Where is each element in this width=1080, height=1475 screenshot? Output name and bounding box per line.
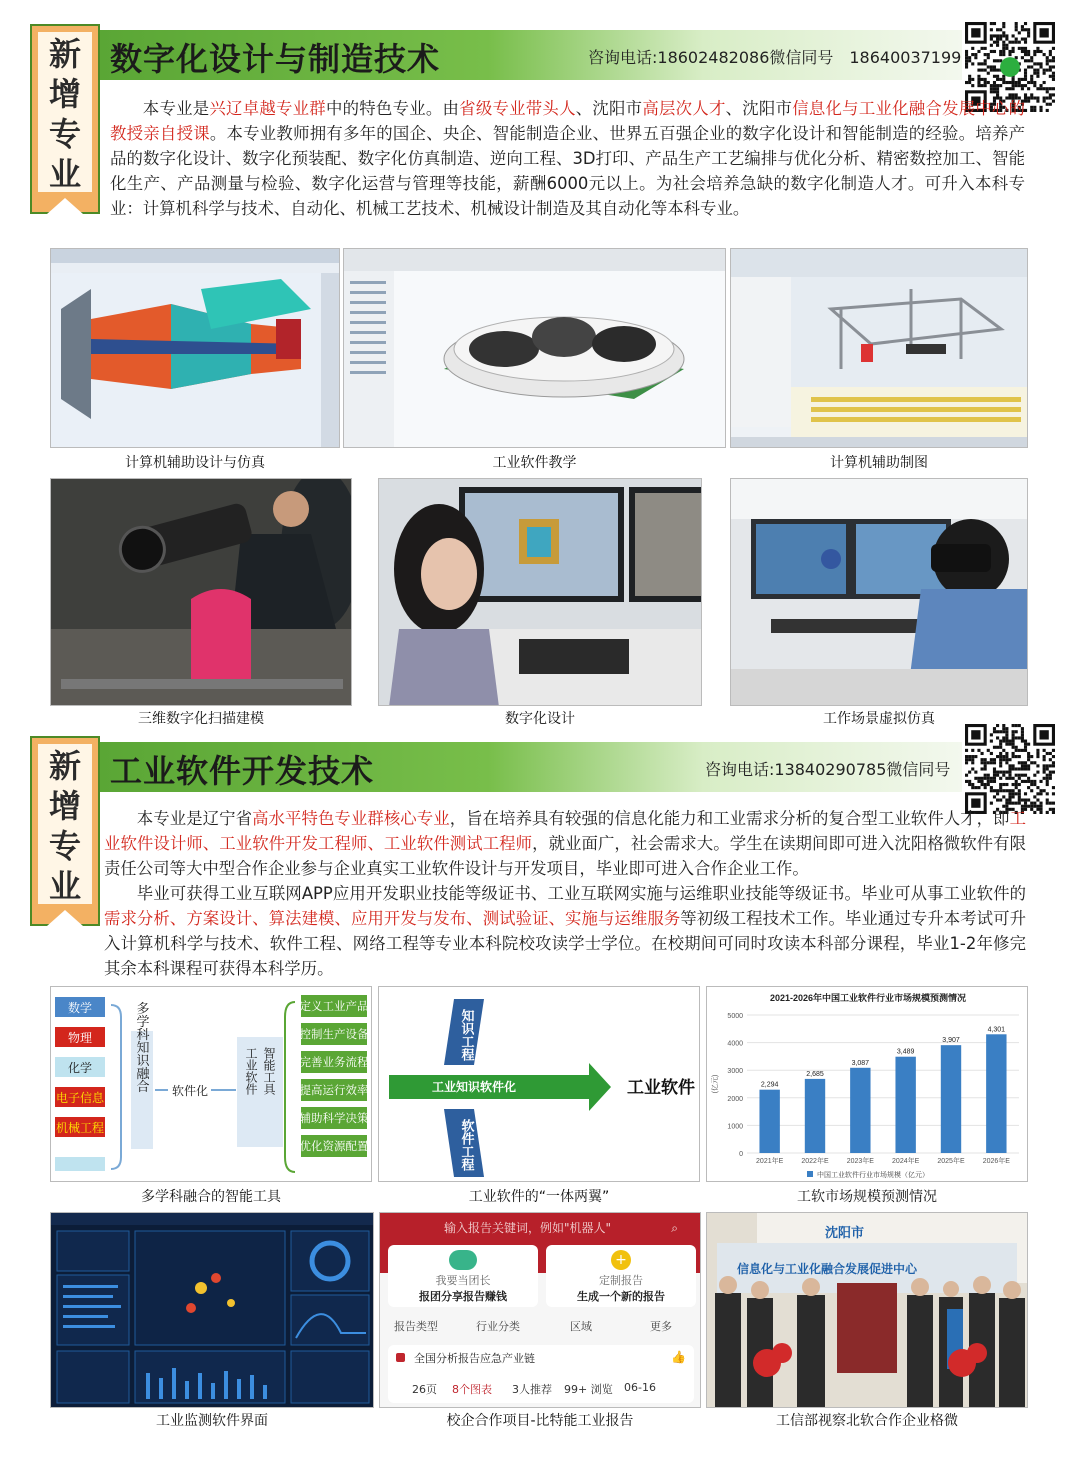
report-list-item[interactable] — [388, 1345, 694, 1403]
photo-caption: 工软市场规模预测情况 — [797, 1189, 937, 1205]
new-major-tag-text: 新 增 专 业 — [48, 747, 81, 905]
center-banner: 信息化与工业化融合发展促进中心 — [737, 1262, 918, 1276]
x-tick-label: 2024年E — [892, 1158, 920, 1165]
photo-caption: 计算机辅助制图 — [830, 455, 928, 471]
report-pages: 26页 — [412, 1383, 437, 1396]
cad-simulation-screenshot — [50, 248, 340, 448]
cad-drawing-screenshot — [730, 248, 1028, 448]
body-text: 毕业可获得工业互联网APP应用开发职业技能等级证书、工业互联网实施与运维职业技能等级证书。毕业可从事工业软件的 — [136, 884, 1026, 903]
x-tick-label: 2022年E — [801, 1158, 829, 1165]
group-icon — [449, 1250, 477, 1270]
consult-phone: 咨询电话:13840290785微信同号 — [705, 760, 951, 779]
section2-description-2 — [104, 881, 1026, 981]
highlight-text: 高水平特色专业群核心专业 — [252, 809, 450, 828]
bar — [805, 1079, 825, 1153]
bar — [895, 1057, 915, 1153]
lock-icon — [396, 1353, 405, 1362]
highlight-text: 工业软件设计师、工业软件开发工程师、工业软件测试工程师 — [104, 809, 1027, 853]
subject-label: 电子信息 — [55, 1091, 105, 1105]
chart-title: 2021-2026年中国工业软件行业市场规模预测情况 — [769, 993, 967, 1003]
legend-label: 中国工业软件行业市场规模（亿元） — [817, 1172, 929, 1179]
body-text: 中的特色专业。由 — [325, 99, 460, 118]
plus-icon: + — [611, 1250, 631, 1270]
filter-row — [380, 1313, 701, 1337]
wechat-qr-code-2[interactable] — [965, 724, 1055, 814]
y-tick-label: 4000 — [727, 1040, 743, 1048]
report-title: 全国分析报告应急产业链 — [414, 1352, 535, 1365]
report-charts: 8个图表 — [452, 1383, 492, 1396]
x-tick-label: 2023年E — [846, 1158, 874, 1165]
custom-card-bottom: 生成一个新的报告 — [577, 1290, 665, 1303]
market-forecast-chart — [706, 986, 1028, 1182]
section-title: 工业软件开发技术 — [110, 752, 375, 790]
monitoring-software-screenshot — [50, 1212, 374, 1408]
outcome-label: 提高运行效率 — [299, 1085, 369, 1097]
knowledge-engineering-label: 知识工程 — [459, 1009, 475, 1061]
filter-type[interactable]: 报告类型 — [394, 1320, 438, 1333]
outcome-label: 控制生产设备 — [299, 1029, 369, 1041]
highlight-text: 高层次人才 — [642, 99, 726, 118]
body-text: ，就业面广，社会需求大。学生在读期间即可进入沈阳格微软件有限责任公司等大中型合作企业参与企业真实工业软件设计与开发项目，毕业即可进入合作企业工作。 — [104, 834, 1027, 878]
y-tick-label: 2000 — [727, 1095, 743, 1103]
outcome-label: 优化资源配置 — [299, 1141, 369, 1153]
outcome-label: 完善业务流程 — [299, 1057, 369, 1069]
bar-value-label: 2,685 — [806, 1070, 824, 1078]
multidisciplinary-diagram — [50, 986, 372, 1182]
section-header-1 — [100, 30, 962, 80]
report-views: 99+ 浏览 — [564, 1383, 613, 1396]
softwareize-label: 软件化 — [171, 1084, 209, 1098]
virtual-simulation-photo — [730, 478, 1028, 706]
highlight-text: 兴辽卓越专业群 — [209, 99, 326, 118]
y-tick-label: 1000 — [727, 1123, 743, 1131]
software-teaching-screenshot — [343, 248, 726, 448]
y-axis-label: (亿元) — [712, 1074, 719, 1094]
search-placeholder: 输入报告关键词，例如"机器人" — [444, 1221, 612, 1235]
new-major-tag-text: 新 增 专 业 — [48, 35, 81, 193]
group-card-bottom: 报团分享报告赚钱 — [419, 1290, 507, 1303]
bar-value-label: 3,087 — [851, 1059, 870, 1067]
highlight-text: 需求分析、方案设计、算法建模、应用开发与发布、测试验证、实施与运维服务 — [104, 909, 681, 928]
photo-caption: 校企合作项目-比特能工业报告 — [446, 1413, 634, 1429]
photo-caption: 多学科融合的智能工具 — [141, 1189, 281, 1205]
section2-description-1 — [104, 806, 1026, 881]
photo-caption: 三维数字化扫描建模 — [138, 711, 264, 727]
consult-phone: 咨询电话:18602482086微信同号 18640037199 — [588, 48, 962, 67]
filter-region[interactable]: 区域 — [570, 1320, 592, 1333]
report-app-screenshot — [379, 1212, 701, 1408]
bar-value-label: 3,489 — [896, 1048, 915, 1056]
body-text: 。本专业教师拥有多年的国企、央企、智能制造企业、世界五百强企业的数字化设计和智能制造的经验。培养产品的数字化设计、数字化预装配、数字化仿真制造、逆向工程、3D打印、产品生产工艺编排与优化分析、精密数控加工、智能化生产、产品测量与检验、数字化运营与管理等技能，薪酬6000元以上。为社会培养急缺的数字化制造人才。可升入本科专业：计算机科学与技术、自动化、机械工艺技术、机械设计制造及其自动化等本科专业。 — [110, 124, 1026, 218]
bar-value-label: 4,301 — [987, 1026, 1006, 1034]
body-text: 、沈阳市 — [725, 99, 793, 118]
search-icon: ⌕ — [671, 1221, 678, 1235]
software-engineering-label: 软件工程 — [459, 1119, 475, 1171]
bar-value-label: 2,294 — [760, 1081, 779, 1089]
group-share-card[interactable] — [388, 1245, 538, 1307]
y-tick-label: 3000 — [727, 1068, 743, 1076]
search-input[interactable] — [424, 1216, 692, 1240]
report-date: 06-16 — [624, 1381, 656, 1394]
photo-caption: 计算机辅助设计与仿真 — [125, 455, 265, 471]
bar — [850, 1068, 870, 1153]
industrial-software-label: 工业软件 — [627, 1078, 695, 1097]
y-tick-label: 5000 — [727, 1013, 743, 1020]
new-major-tag-1 — [30, 24, 100, 214]
bar — [986, 1034, 1006, 1153]
outcome-label: 辅助科学决策 — [299, 1113, 369, 1125]
body-text: 等初级工程技术工作。毕业通过专升本考试可升入计算机科学与技术、软件工程、网络工程等专业本科院校攻读学士学位。在校期间可同时攻读本科部分课程，毕业1-2年修完其余本科课程可获得本科学历。 — [104, 909, 1026, 978]
photo-caption: 工业软件教学 — [492, 455, 577, 471]
digital-design-photo — [378, 478, 702, 706]
subject-label: 化学 — [67, 1061, 93, 1075]
photo-caption: 工信部视察北软合作企业格微 — [776, 1413, 958, 1429]
highlight-text: 信息化与工业化融合发展中心的教授亲自授课 — [110, 99, 1026, 143]
city-sign: 沈阳市 — [825, 1225, 865, 1240]
group-card-top: 我要当团长 — [435, 1274, 491, 1287]
subject-label: 机械工程 — [55, 1121, 105, 1135]
body-text: ，旨在培养具有较强的信息化能力和工业需求分析的复合型工业软件人才，即 — [449, 809, 1010, 828]
3d-scanning-photo — [50, 478, 352, 706]
x-tick-label: 2026年E — [982, 1158, 1010, 1165]
subject-label: 物理 — [67, 1031, 93, 1045]
tool2-label: 智能工具 — [262, 1047, 276, 1095]
fusion-label: 多学科知识融合 — [134, 1001, 150, 1093]
subject-label: 数学 — [67, 1001, 93, 1015]
photo-caption: 工业监测软件界面 — [156, 1413, 268, 1429]
body-text: 、沈阳市 — [575, 99, 643, 118]
one-body-two-wings-diagram — [378, 986, 700, 1182]
section-title: 数字化设计与制造技术 — [110, 40, 441, 78]
outcome-label: 定义工业产品 — [299, 1001, 369, 1013]
ministry-visit-photo — [706, 1212, 1028, 1408]
highlight-text: 省级专业带头人 — [459, 99, 576, 118]
legend-swatch — [807, 1171, 813, 1177]
custom-card-top: 定制报告 — [599, 1274, 643, 1287]
section-header-2 — [100, 742, 962, 792]
bar — [759, 1090, 779, 1153]
custom-report-card[interactable] — [546, 1245, 696, 1307]
filter-more[interactable]: 更多 — [650, 1320, 672, 1333]
tool-label: 工业软件 — [244, 1047, 258, 1095]
y-tick-label: 0 — [739, 1151, 743, 1158]
body-text: 本专业是 — [142, 99, 210, 118]
wechat-icon — [1000, 57, 1020, 77]
body-text: 本专业是辽宁省 — [136, 809, 253, 828]
report-recommend: 3人推荐 — [512, 1383, 552, 1396]
filter-industry[interactable]: 行业分类 — [476, 1320, 520, 1333]
new-major-tag-2 — [30, 736, 100, 926]
x-tick-label: 2021年E — [756, 1158, 784, 1165]
software-industrialization-label: 工业知识软件化 — [431, 1080, 517, 1094]
thumbs-up-icon: 👍 — [671, 1350, 686, 1364]
photo-caption: 工业软件的“一体两翼” — [468, 1189, 610, 1205]
photo-caption: 数字化设计 — [505, 711, 575, 727]
photo-caption: 工作场景虚拟仿真 — [823, 711, 935, 727]
section1-description — [110, 96, 1025, 221]
x-tick-label: 2025年E — [937, 1158, 965, 1165]
bar — [941, 1045, 961, 1153]
bar-value-label: 3,907 — [942, 1037, 960, 1045]
